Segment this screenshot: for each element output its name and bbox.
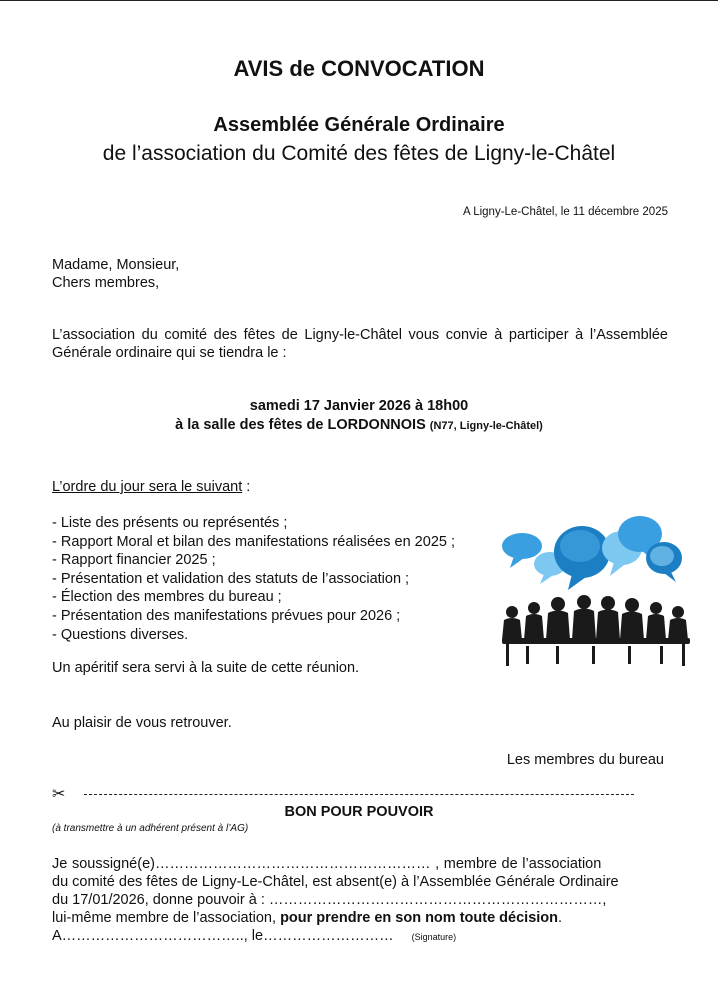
proxy-line-1: Je soussigné(e)………………………………………………… , membre de l’association: [52, 856, 602, 872]
agenda-item: - Présentation et validation des statuts de l’association ;: [52, 570, 410, 587]
agenda-list: [52, 514, 455, 644]
proxy-signature-label: (Signature): [411, 932, 457, 942]
proxy-title: BON POUR POUVOIR: [284, 804, 434, 820]
event-venue-detail: (N77, Ligny-le-Châtel): [429, 420, 543, 432]
meeting-illustration: [496, 500, 692, 676]
proxy-line-2: du comité des fêtes de Ligny-Le-Châtel, est absent(e) à l’Assemblée Générale Ordinaire: [52, 874, 619, 890]
place-date: A Ligny-Le-Châtel, le 11 décembre 2025: [462, 206, 668, 218]
top-border: [0, 0, 718, 1]
assembly-title: Assemblée Générale Ordinaire: [213, 114, 505, 136]
cut-line: [84, 794, 634, 795]
proxy-line-5: [52, 927, 456, 946]
agenda-heading-line: [52, 478, 250, 496]
proxy-line-4-bold: pour prendre en son nom toute décision: [280, 910, 558, 926]
proxy-place-date-field: A……………………………….., le………………………: [52, 928, 394, 944]
agenda-heading-suffix: :: [242, 479, 251, 495]
greeting-line-1: Madame, Monsieur,: [52, 257, 180, 273]
proxy-line-4: [52, 909, 562, 927]
agenda-item: - Liste des présents ou représentés ;: [52, 515, 288, 531]
event-venue-line: [0, 416, 718, 435]
speech-bubbles-icon: [502, 516, 682, 590]
proxy-line-4-end: .: [558, 910, 563, 926]
event-datetime: samedi 17 Janvier 2026 à 18h00: [249, 398, 469, 414]
agenda-item: - Présentation des manifestations prévues pour 2026 ;: [52, 607, 401, 624]
association-name: de l’association du Comité des fêtes de Ligny-le-Châtel: [102, 142, 616, 165]
agenda-item: - Rapport Moral et bilan des manifestations réalisées en 2025 ;: [52, 533, 455, 550]
signature-text: Les membres du bureau: [506, 752, 664, 768]
proxy-line-3: du 17/01/2026, donne pouvoir à : ……………………………………………………………,: [52, 892, 607, 908]
agenda-heading: L’ordre du jour sera le suivant: [52, 479, 243, 495]
page-title: AVIS de CONVOCATION: [233, 56, 485, 81]
people-silhouettes-icon: [502, 595, 690, 666]
closing-text: Au plaisir de vous retrouver.: [52, 715, 232, 731]
proxy-note: (à transmettre à un adhérent présent à l’AG): [52, 823, 249, 834]
aperitif-text: Un apéritif sera servi à la suite de cette réunion.: [52, 660, 360, 676]
event-venue: à la salle des fêtes de LORDONNOIS: [175, 417, 426, 433]
greeting-line-2: Chers membres,: [52, 275, 160, 291]
agenda-item: - Rapport financier 2025 ;: [52, 552, 216, 569]
proxy-line-4-start: lui-même membre de l’association,: [52, 910, 281, 926]
scissors-icon: ✂: [52, 786, 66, 803]
agenda-item: - Élection des membres du bureau ;: [52, 589, 282, 606]
intro-paragraph: L’association du comité des fêtes de Ligny-le-Châtel vous convie à participer à l’Assemblée Générale ordinaire qui se tiendra le :: [52, 327, 668, 361]
agenda-item: - Questions diverses.: [52, 626, 189, 643]
